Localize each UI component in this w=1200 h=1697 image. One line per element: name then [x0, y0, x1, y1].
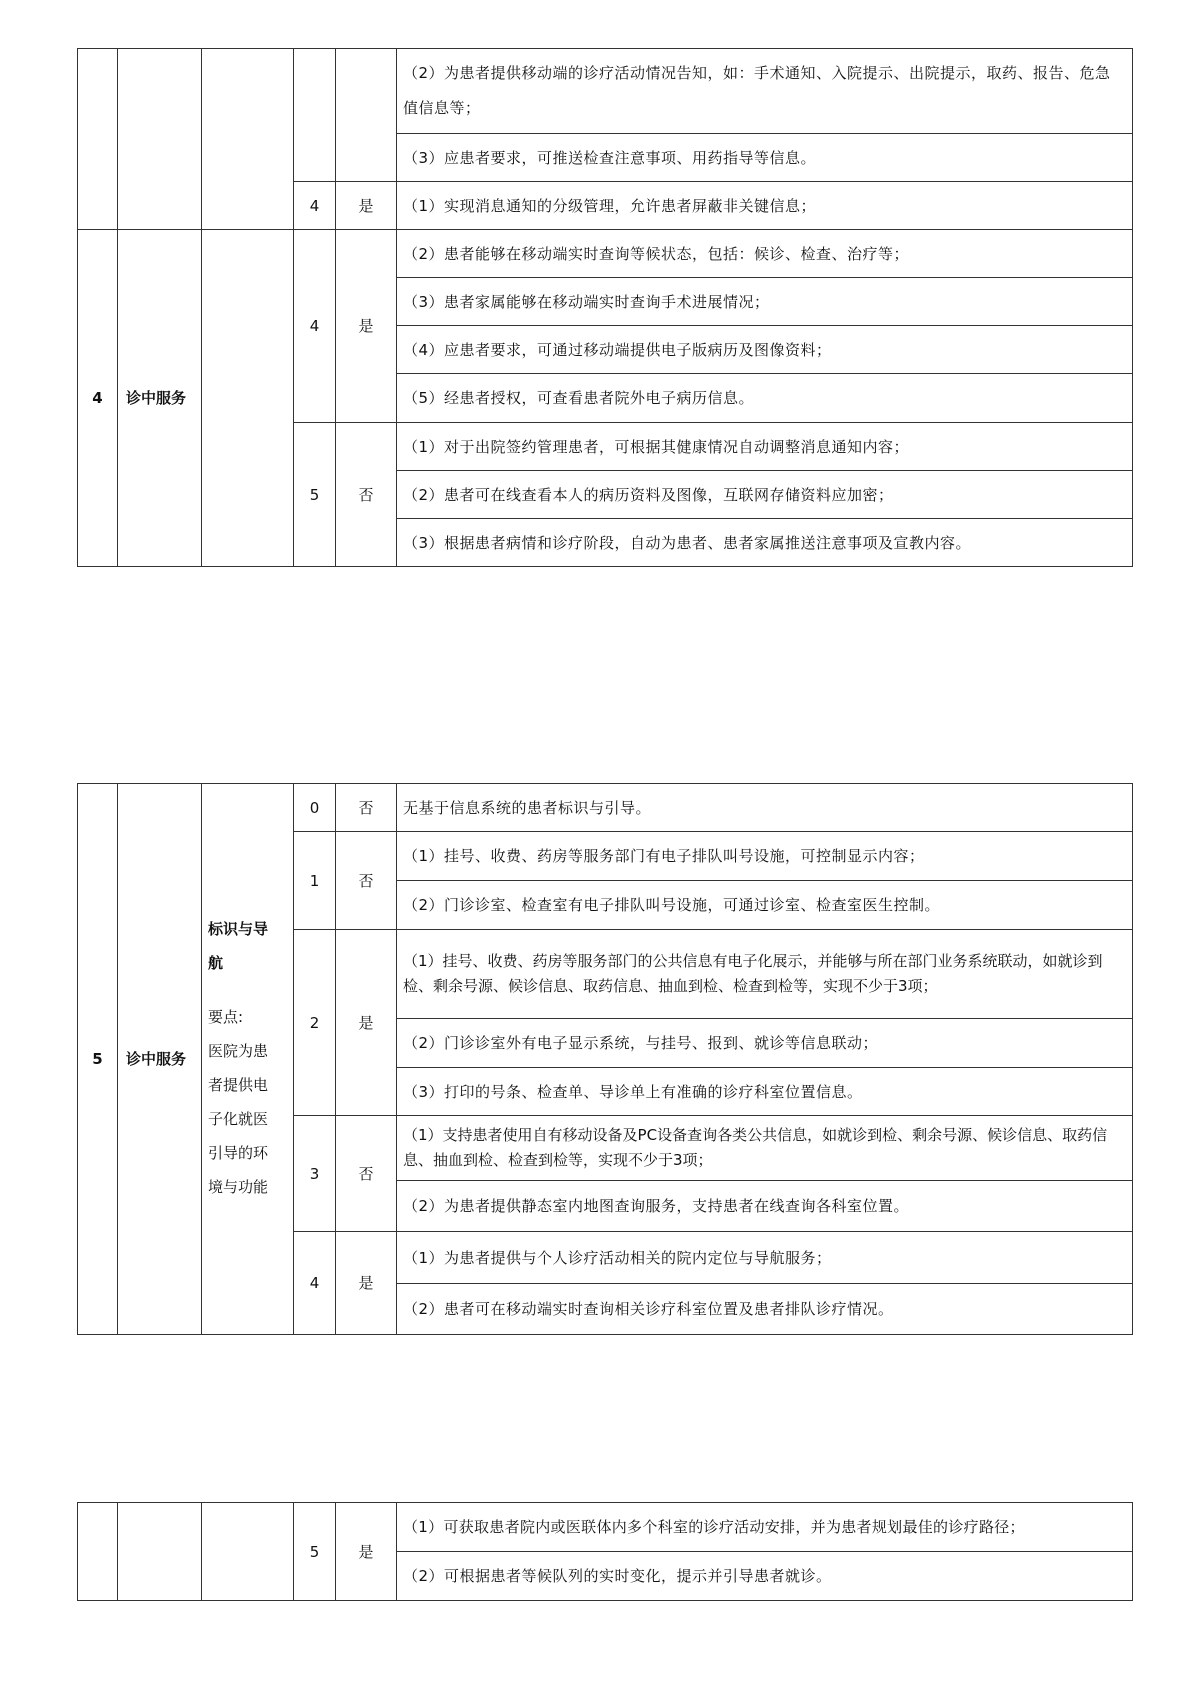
level-cell: 5: [294, 423, 336, 567]
item-number: 5: [78, 784, 118, 1335]
basic-cell: 否: [336, 784, 397, 832]
key-point-line: 引导的环: [208, 1144, 269, 1162]
identification-navigation-table: [77, 783, 1133, 1335]
requirement-text: （2）为患者提供移动端的诊疗活动情况告知，如：手术通知、入院提示、出院提示，取药、报告、危急值信息等；: [397, 49, 1133, 134]
category-cell: 诊中服务: [118, 230, 202, 567]
blank-cell: [78, 1503, 118, 1601]
basic-cell: 否: [336, 832, 397, 930]
key-point-line: 子化就医: [208, 1110, 269, 1128]
requirement-text: （4）应患者要求，可通过移动端提供电子版病历及图像资料；: [397, 326, 1133, 374]
requirement-text: （3）打印的号条、检查单、导诊单上有准确的诊疗科室位置信息。: [397, 1068, 1133, 1116]
requirement-text: （1）挂号、收费、药房等服务部门的公共信息有电子化展示，并能够与所在部门业务系统联动，如就诊到检、剩余号源、候诊信息、取药信息、抽血到检、检查到检等，实现不少于3项；: [397, 930, 1133, 1019]
basic-cell: 是: [336, 230, 397, 423]
level-cell: 4: [294, 1232, 336, 1335]
level-cell: 4: [294, 182, 336, 230]
requirement-text: （1）为患者提供与个人诊疗活动相关的院内定位与导航服务；: [397, 1232, 1133, 1284]
blank-cell: [118, 49, 202, 230]
blank-cell: [78, 49, 118, 230]
blank-cell: [202, 230, 294, 567]
key-point-label: 要点:: [208, 1008, 244, 1026]
requirement-text: （1）可获取患者院内或医联体内多个科室的诊疗活动安排，并为患者规划最佳的诊疗路径；: [397, 1503, 1133, 1552]
requirements-table-continued: [77, 48, 1133, 567]
blank-cell: [202, 49, 294, 230]
requirement-text: （3）患者家属能够在移动端实时查询手术进展情况；: [397, 278, 1133, 326]
requirement-text: （2）为患者提供静态室内地图查询服务，支持患者在线查询各科室位置。: [397, 1181, 1133, 1232]
requirement-text: （1）实现消息通知的分级管理，允许患者屏蔽非关键信息；: [397, 182, 1133, 230]
basic-cell: 是: [336, 182, 397, 230]
requirement-description: [202, 784, 294, 1335]
level-cell: 1: [294, 832, 336, 930]
requirement-text: （5）经患者授权，可查看患者院外电子病历信息。: [397, 374, 1133, 423]
blank-cell: [336, 49, 397, 182]
requirement-text: 无基于信息系统的患者标识与引导。: [397, 784, 1133, 832]
requirements-table-level5: [77, 1502, 1133, 1601]
blank-cell: [118, 1503, 202, 1601]
item-title-line1: 标识与导: [208, 920, 269, 938]
level-cell: 4: [294, 230, 336, 423]
basic-cell: 否: [336, 1116, 397, 1232]
key-point-line: 医院为患: [208, 1042, 269, 1060]
category-cell: 诊中服务: [118, 784, 202, 1335]
basic-cell: 是: [336, 1503, 397, 1601]
level-cell: 5: [294, 1503, 336, 1601]
level-cell: 3: [294, 1116, 336, 1232]
basic-cell: 否: [336, 423, 397, 567]
requirement-text: （2）患者可在线查看本人的病历资料及图像，互联网存储资料应加密；: [397, 471, 1133, 519]
item-title-line2: 航: [208, 954, 224, 972]
requirement-text: （2）患者能够在移动端实时查询等候状态，包括：候诊、检查、治疗等；: [397, 230, 1133, 278]
requirement-text: （3）根据患者病情和诊疗阶段，自动为患者、患者家属推送注意事项及宣教内容。: [397, 519, 1133, 567]
requirement-text: （3）应患者要求，可推送检查注意事项、用药指导等信息。: [397, 134, 1133, 182]
key-point-line: 境与功能: [208, 1178, 269, 1196]
blank-cell: [294, 49, 336, 182]
requirement-text: （1）挂号、收费、药房等服务部门有电子排队叫号设施，可控制显示内容；: [397, 832, 1133, 881]
level-cell: 0: [294, 784, 336, 832]
requirement-text: （2）可根据患者等候队列的实时变化，提示并引导患者就诊。: [397, 1552, 1133, 1601]
item-number: 4: [78, 230, 118, 567]
requirement-text: （1）支持患者使用自有移动设备及PC设备查询各类公共信息，如就诊到检、剩余号源、候诊信息、取药信息、抽血到检、检查到检等，实现不少于3项；: [397, 1116, 1133, 1181]
requirement-text: （2）患者可在移动端实时查询相关诊疗科室位置及患者排队诊疗情况。: [397, 1284, 1133, 1335]
basic-cell: 是: [336, 1232, 397, 1335]
key-point-line: 者提供电: [208, 1076, 269, 1094]
level-cell: 2: [294, 930, 336, 1116]
requirement-text: （2）门诊诊室、检查室有电子排队叫号设施，可通过诊室、检查室医生控制。: [397, 881, 1133, 930]
requirement-text: （2）门诊诊室外有电子显示系统，与挂号、报到、就诊等信息联动；: [397, 1019, 1133, 1068]
blank-cell: [202, 1503, 294, 1601]
requirement-text: （1）对于出院签约管理患者，可根据其健康情况自动调整消息通知内容；: [397, 423, 1133, 471]
basic-cell: 是: [336, 930, 397, 1116]
